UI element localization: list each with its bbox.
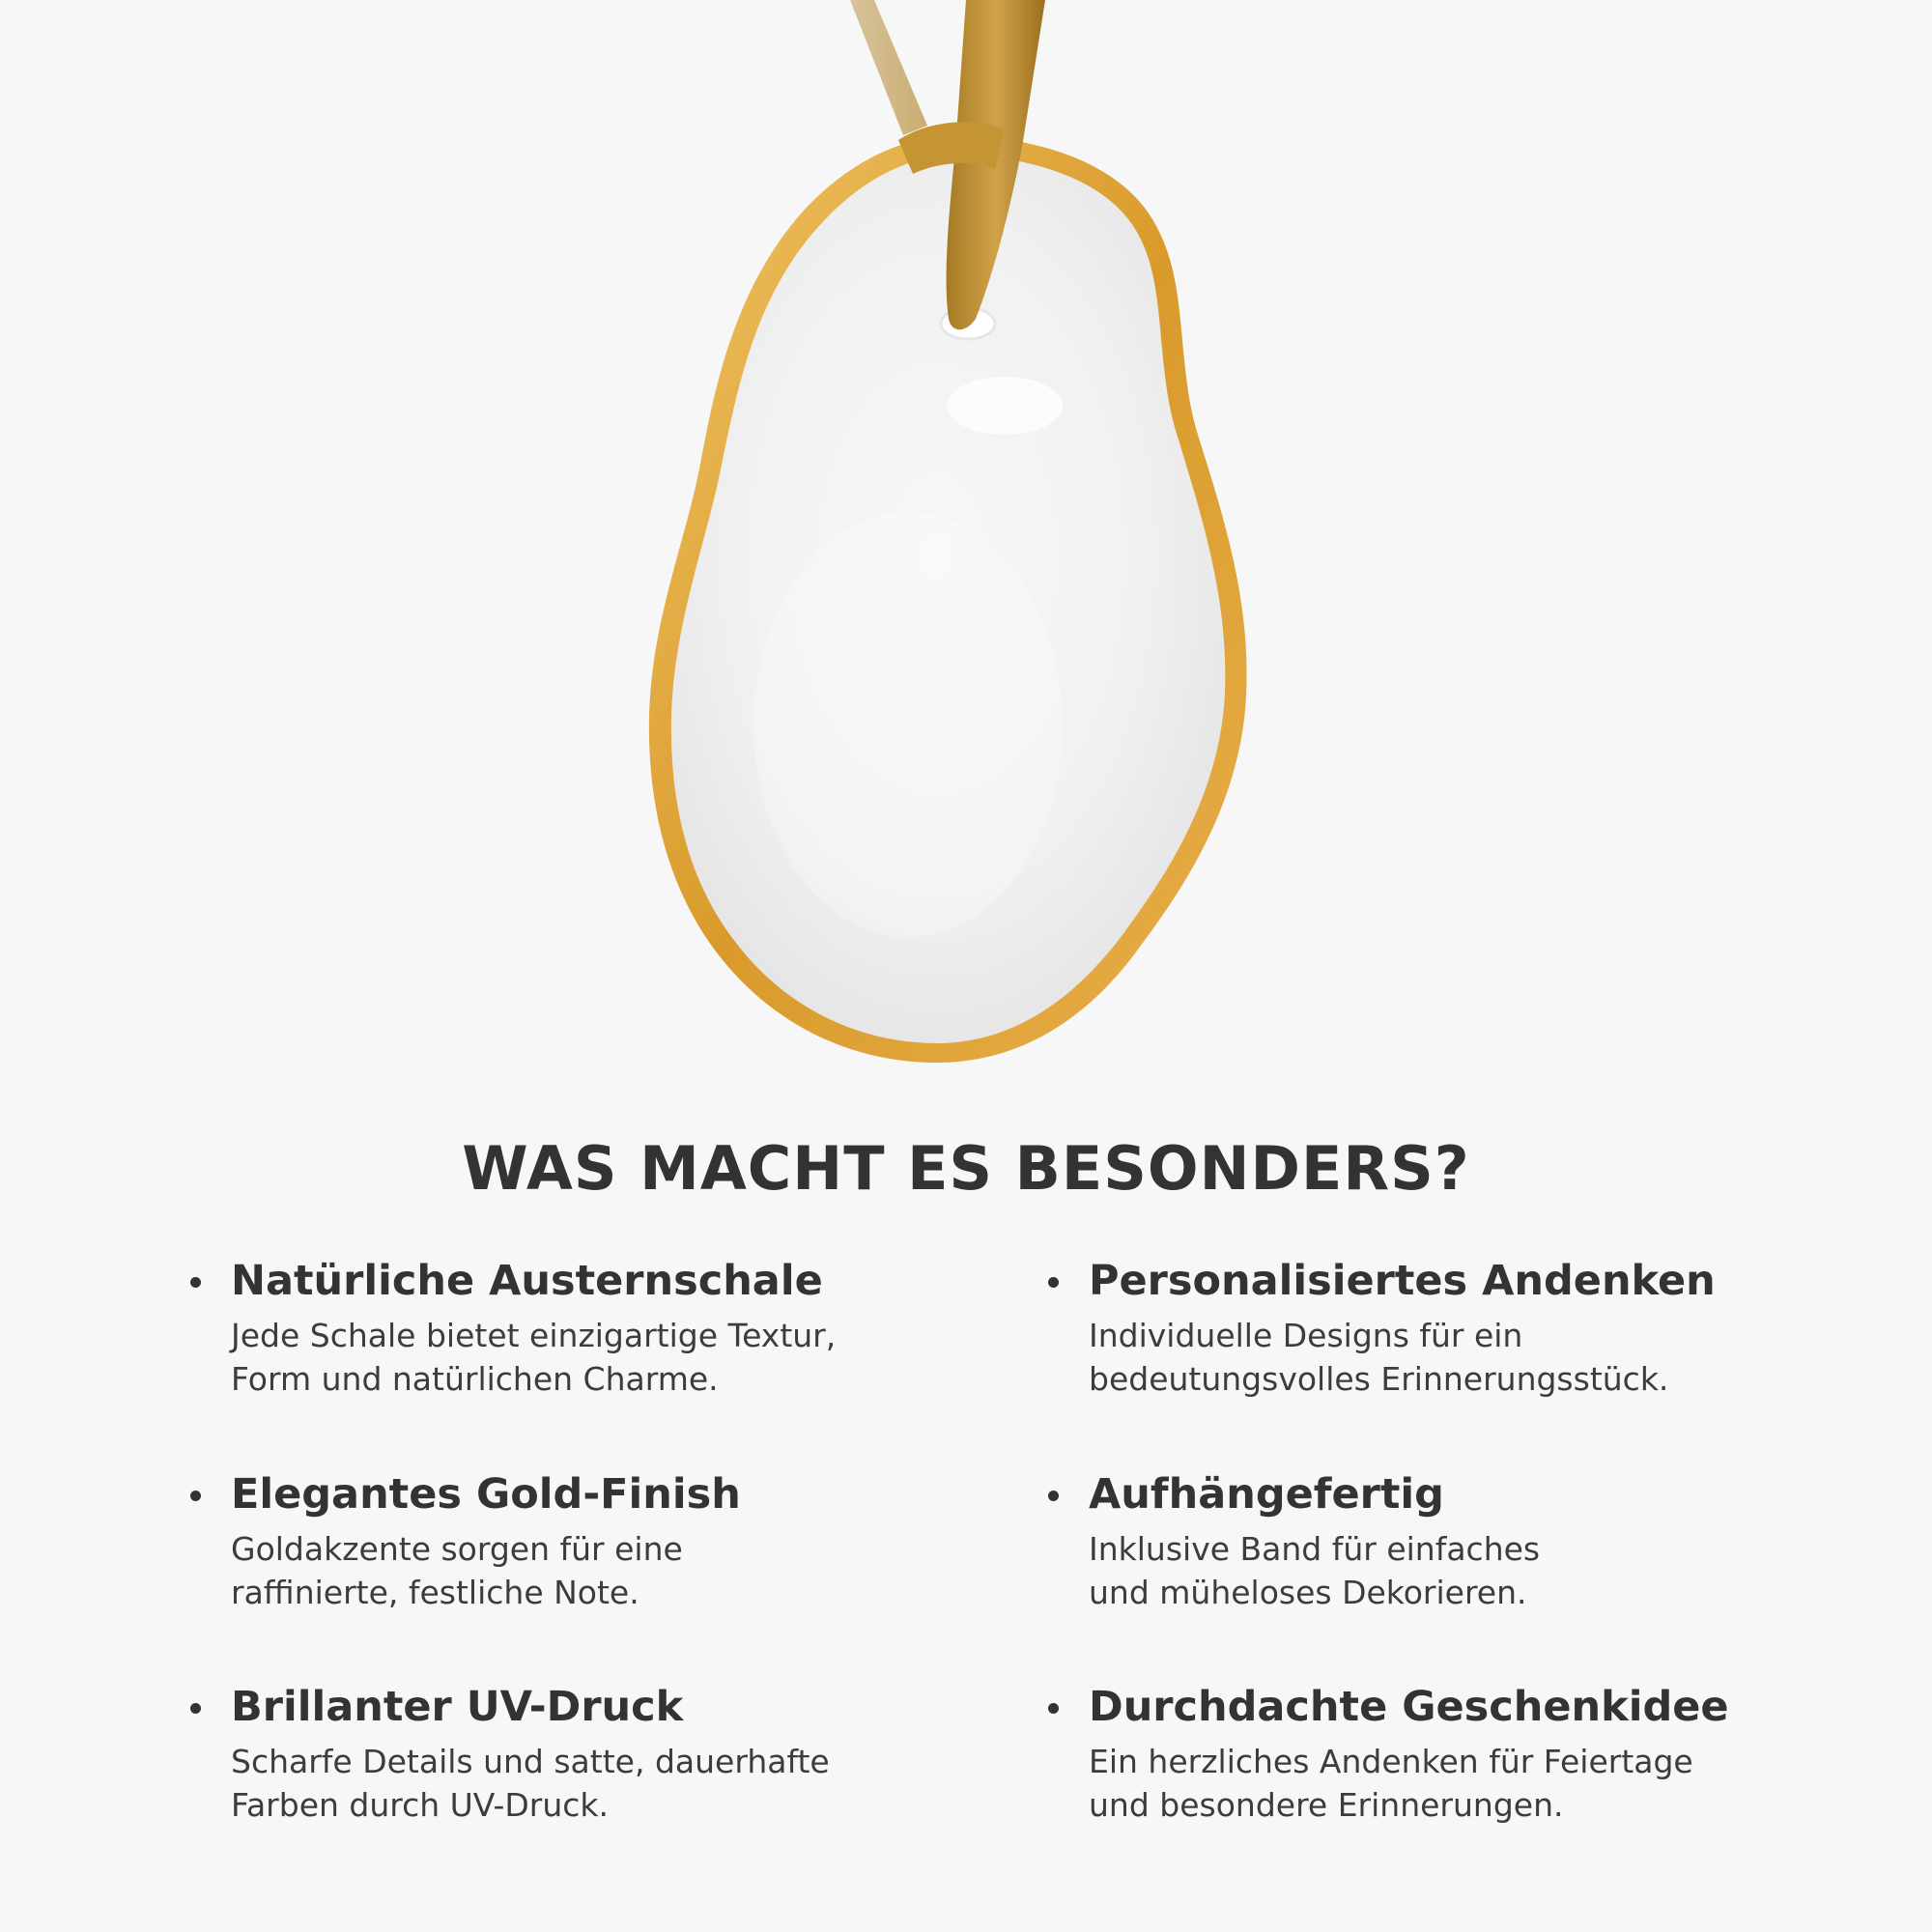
bullet-icon [1048,1491,1059,1501]
feature-title: Brillanter UV-Druck [231,1683,684,1731]
feature-description: Ein herzliches Andenken für Feiertage und besondere Erinnerungen. [1089,1743,1693,1824]
bullet-icon [190,1277,201,1288]
feature-description: Individuelle Designs für ein bedeutungsvolles Erinnerungsstück. [1089,1317,1669,1398]
feature-uv-print [231,1680,965,1827]
feature-title: Aufhängefertig [1089,1470,1444,1519]
feature-description: Inklusive Band für einfaches und müheloses Dekorieren. [1089,1530,1541,1611]
bullet-icon [190,1491,201,1501]
ribbon-back [850,0,927,135]
section-heading: WAS MACHT ES BESONDERS? [462,1133,1470,1204]
feature-description: Goldakzente sorgen für eine raffinierte, festliche Note. [231,1530,683,1611]
bullet-icon [1048,1703,1059,1714]
feature-description: Scharfe Details und satte, dauerhafte Farben durch UV-Druck. [231,1743,830,1824]
feature-title: Natürliche Austernschale [231,1257,823,1305]
feature-gift-idea [1089,1680,1823,1827]
feature-gold-finish [231,1467,965,1614]
feature-description: Jede Schale bietet einzigartige Textur, Form und natürlichen Charme. [231,1317,837,1398]
feature-title: Personalisiertes Andenken [1089,1257,1716,1305]
feature-natural-shell [231,1254,965,1401]
bullet-icon [1048,1277,1059,1288]
feature-title: Durchdachte Geschenkidee [1089,1683,1729,1731]
bullet-icon [190,1703,201,1714]
feature-ready-to-hang [1089,1467,1823,1614]
feature-title: Elegantes Gold-Finish [231,1470,741,1519]
feature-personalized-keepsake [1089,1254,1823,1401]
